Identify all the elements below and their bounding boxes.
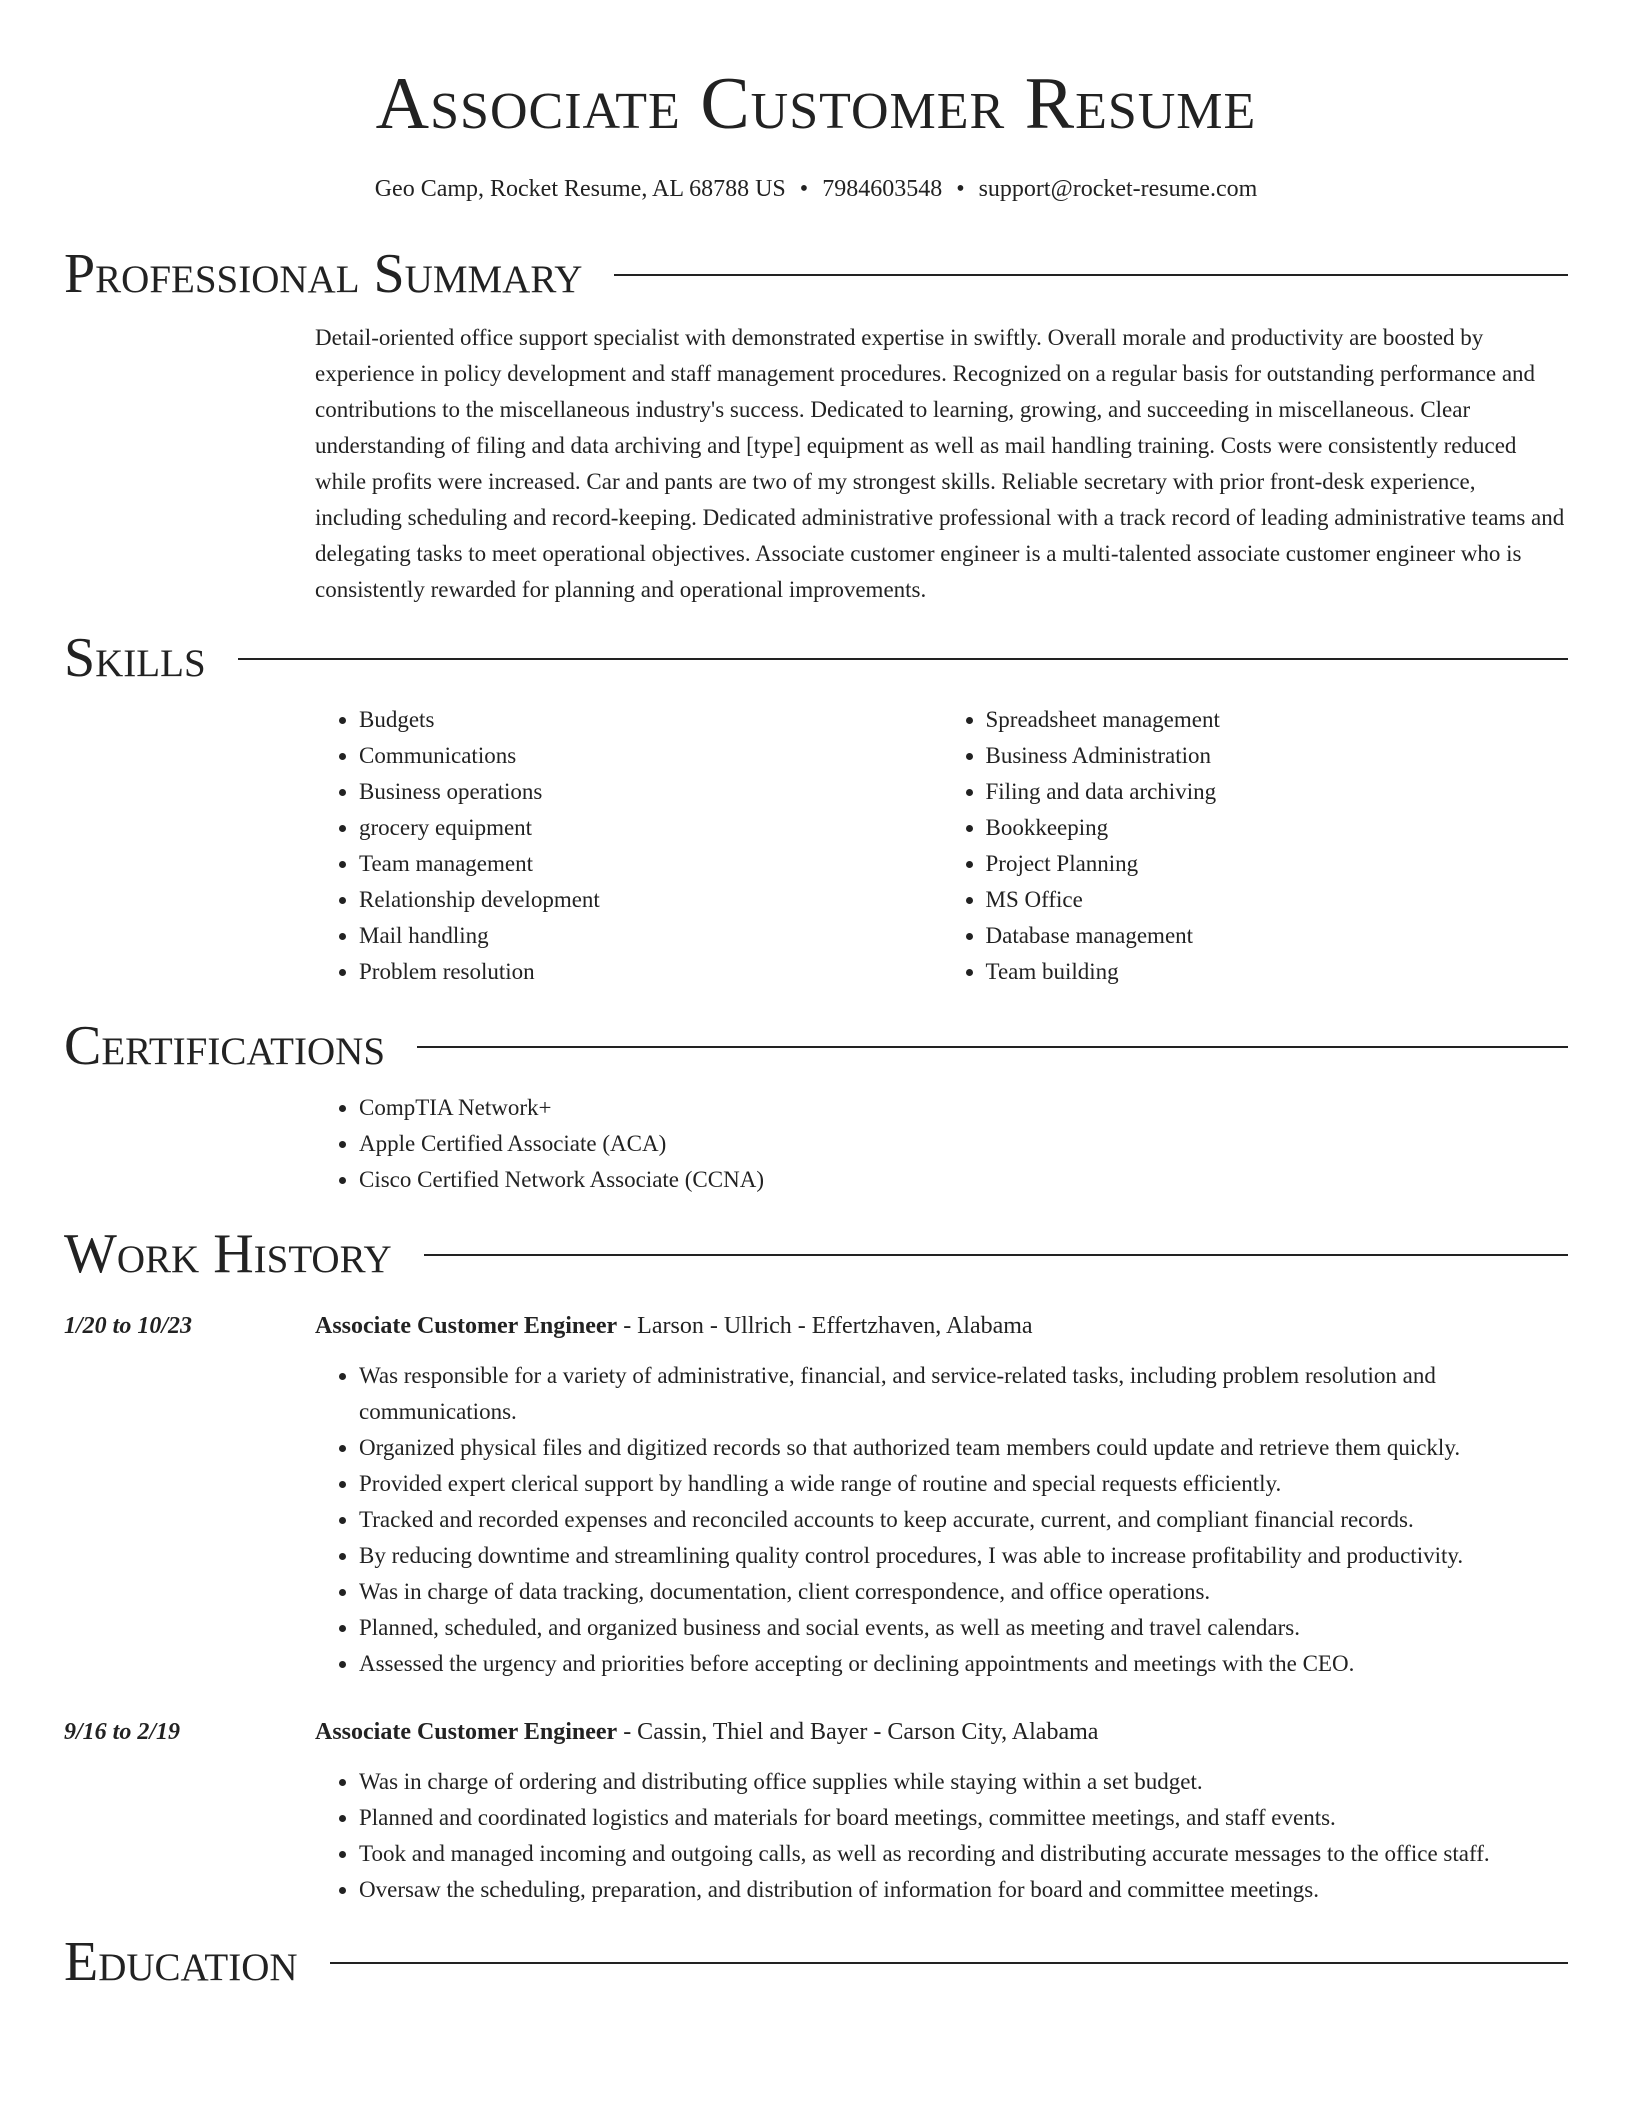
list-item: • Provided expert clerical support by handling a wide range of routine and special requests efficiently.	[359, 1466, 1568, 1502]
list-item: • Cisco Certified Network Associate (CCNA)	[359, 1162, 1568, 1198]
list-item: • By reducing downtime and streamlining quality control procedures, I was able to increase profitability and productivity.	[359, 1538, 1568, 1574]
section-title-education: Education	[64, 1931, 298, 1993]
list-item: • Mail handling	[359, 918, 942, 954]
list-item: • Oversaw the scheduling, preparation, and distribution of information for board and committee meetings.	[359, 1872, 1568, 1908]
job-role: Associate Customer Engineer	[315, 1719, 618, 1745]
list-item: • Team management	[359, 846, 942, 882]
contact-separator: •	[956, 176, 965, 202]
job-bullets	[315, 1358, 1568, 1682]
job-bullets	[315, 1764, 1568, 1908]
section-rule	[614, 274, 1568, 276]
certifications-list	[315, 1090, 1568, 1198]
list-item: • Communications	[359, 738, 942, 774]
job-entry	[64, 1308, 1568, 1682]
job-role: Associate Customer Engineer	[315, 1313, 618, 1339]
list-item: • Was in charge of ordering and distributing office supplies while staying within a set budget.	[359, 1764, 1568, 1800]
job-heading	[315, 1714, 1568, 1750]
section-rule	[424, 1254, 1568, 1256]
list-item: • Was responsible for a variety of administrative, financial, and service-related tasks, including problem resolution and communications.	[359, 1358, 1568, 1430]
skills-list-left	[315, 702, 942, 990]
skills-list-right	[942, 702, 1569, 990]
list-item: • Bookkeeping	[986, 810, 1569, 846]
list-item: • Project Planning	[986, 846, 1569, 882]
section-title-skills: Skills	[64, 627, 206, 689]
section-title-summary: Professional Summary	[64, 243, 583, 305]
list-item: • Problem resolution	[359, 954, 942, 990]
job-company: - Larson - Ullrich - Effertzhaven, Alabama	[617, 1313, 1033, 1339]
resume-page	[64, 0, 1568, 1994]
list-item: • Business operations	[359, 774, 942, 810]
list-item: • MS Office	[986, 882, 1569, 918]
list-item: • Spreadsheet management	[986, 702, 1569, 738]
list-item: • Business Administration	[986, 738, 1569, 774]
list-item: • Took and managed incoming and outgoing calls, as well as recording and distributing accurate messages to the office staff.	[359, 1836, 1568, 1872]
section-header-summary	[64, 242, 1568, 306]
section-header-education	[64, 1930, 1568, 1994]
job-entry	[64, 1714, 1568, 1908]
list-item: • Budgets	[359, 702, 942, 738]
job-company: - Cassin, Thiel and Bayer - Carson City, Alabama	[617, 1719, 1099, 1745]
contact-email: support@rocket-resume.com	[978, 176, 1258, 202]
contact-address: Geo Camp, Rocket Resume, AL 68788 US	[374, 176, 786, 202]
section-header-skills	[64, 626, 1568, 690]
skills-grid	[315, 702, 1568, 990]
contact-phone: 7984603548	[822, 176, 943, 202]
job-details	[315, 1714, 1568, 1908]
list-item: • Filing and data archiving	[986, 774, 1569, 810]
job-dates: 9/16 to 2/19	[64, 1719, 181, 1745]
section-header-certifications	[64, 1014, 1568, 1078]
section-title-certifications: Certifications	[64, 1015, 386, 1077]
list-item: • Assessed the urgency and priorities before accepting or declining appointments and meetings with the CEO.	[359, 1646, 1568, 1682]
list-item: • CompTIA Network+	[359, 1090, 1568, 1126]
section-rule	[238, 658, 1568, 660]
contact-separator: •	[799, 176, 809, 202]
job-details	[315, 1308, 1568, 1682]
section-title-work-history: Work History	[64, 1223, 392, 1285]
list-item: • Was in charge of data tracking, documentation, client correspondence, and office operations.	[359, 1574, 1568, 1610]
section-rule	[330, 1962, 1568, 1964]
job-heading	[315, 1308, 1568, 1344]
list-item: • Relationship development	[359, 882, 942, 918]
summary-paragraph: Detail-oriented office support specialist with demonstrated expertise in swiftly. Overall morale and productivity are boosted by experience in policy development and staff management procedures. Recognized on a regular basis for outstanding performance and contributions to the miscellaneous industry's success. Dedicated to learning, growing, and succeeding in miscellaneous. Clear understanding of filing and data archiving and [type] equipment as well as mail handling training. Costs were consistently reduced while profits were increased. Car and pants are two of my strongest skills. Reliable secretary with prior front-desk experience, including scheduling and record-keeping. Dedicated administrative professional with a track record of leading administrative teams and delegating tasks to meet operational objectives. Associate customer engineer is a multi-talented associate customer engineer who is consistently rewarded for planning and operational improvements.	[315, 325, 1565, 602]
list-item: • Planned and coordinated logistics and materials for board meetings, committee meetings, and staff events.	[359, 1800, 1568, 1836]
list-item: • Apple Certified Associate (ACA)	[359, 1126, 1568, 1162]
section-rule	[417, 1046, 1568, 1048]
resume-title: Associate Customer Resume	[375, 63, 1257, 145]
job-dates: 1/20 to 10/23	[64, 1313, 193, 1339]
list-item: • Organized physical files and digitized records so that authorized team members could update and retrieve them quickly.	[359, 1430, 1568, 1466]
list-item: • Tracked and recorded expenses and reconciled accounts to keep accurate, current, and compliant financial records.	[359, 1502, 1568, 1538]
contact-line	[64, 174, 1568, 204]
list-item: • grocery equipment	[359, 810, 942, 846]
list-item: • Planned, scheduled, and organized business and social events, as well as meeting and travel calendars.	[359, 1610, 1568, 1646]
certifications-block	[315, 1090, 1568, 1198]
section-header-work-history	[64, 1222, 1568, 1286]
list-item: • Team building	[986, 954, 1569, 990]
list-item: • Database management	[986, 918, 1569, 954]
